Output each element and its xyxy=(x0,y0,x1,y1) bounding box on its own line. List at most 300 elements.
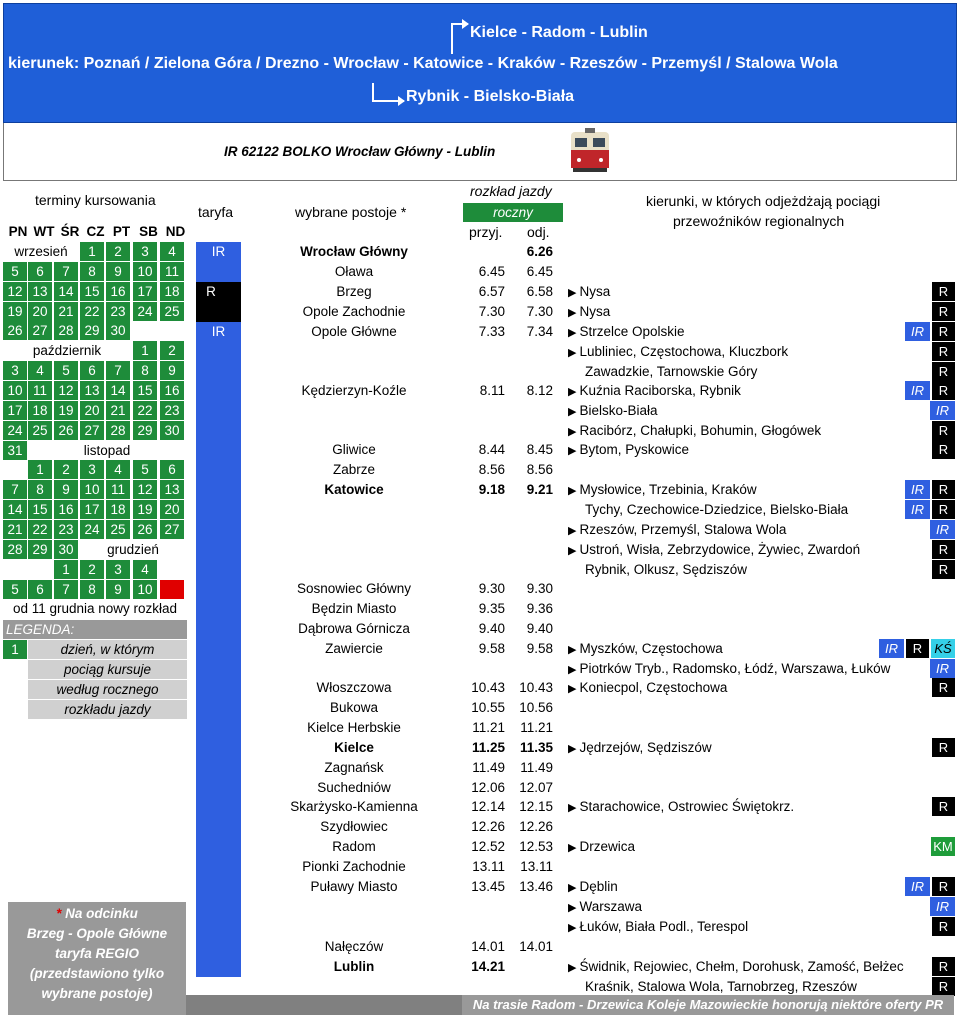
station-name: Oława xyxy=(334,264,374,279)
direction-text: Bytom, Pyskowice xyxy=(579,442,690,457)
arrow-right-icon: ▶ xyxy=(568,525,580,537)
arrival-time: 9.30 xyxy=(478,581,505,596)
calendar-day: 27 xyxy=(80,421,104,440)
station-name: Kędzierzyn-Koźle xyxy=(301,383,407,398)
header-przyj: przyj. xyxy=(469,224,503,240)
calendar-day: 12 xyxy=(133,480,157,499)
departure-time: 11.21 xyxy=(520,720,553,735)
arrival-time: 10.43 xyxy=(471,680,505,695)
tariff-ir-band-2 xyxy=(196,322,241,977)
calendar-month-label: październik xyxy=(3,341,131,360)
weekday-0: PN xyxy=(8,224,28,239)
carrier-badge-r: R xyxy=(932,421,955,440)
calendar-day: 10 xyxy=(80,480,104,499)
carrier-badge-r: R xyxy=(906,639,929,658)
arrival-time: 8.11 xyxy=(479,383,505,398)
direction-text: Myszków, Częstochowa xyxy=(579,641,723,656)
legend-text-1: dzień, w którym xyxy=(28,640,187,659)
calendar-day: 14 xyxy=(54,282,78,301)
departure-time: 7.34 xyxy=(526,324,553,339)
header-terminy: terminy kursowania xyxy=(35,192,156,208)
departure-time: 13.46 xyxy=(519,879,553,894)
departure-time: 9.58 xyxy=(526,641,553,656)
calendar-day: 1 xyxy=(28,460,52,479)
departure-time: 14.01 xyxy=(519,939,553,954)
departure-time: 11.35 xyxy=(519,740,553,755)
arrow-right-icon: ▶ xyxy=(568,327,580,339)
departure-time: 8.45 xyxy=(526,442,553,457)
arrival-time: 6.57 xyxy=(478,284,505,299)
calendar-day: 8 xyxy=(80,580,104,599)
connection-direction xyxy=(568,678,727,697)
calendar-day: 25 xyxy=(106,520,130,539)
calendar-day: 2 xyxy=(106,242,130,261)
weekday-2: ŚR xyxy=(60,224,80,239)
calendar-day: 5 xyxy=(3,262,27,281)
calendar-day: 4 xyxy=(160,242,184,261)
calendar-day: 24 xyxy=(80,520,104,539)
station-name: Katowice xyxy=(324,482,384,497)
train-title: IR 62122 BOLKO Wrocław Główny - Lublin xyxy=(224,144,496,159)
calendar-day: 9 xyxy=(106,580,130,599)
calendar-day: 3 xyxy=(133,242,157,261)
calendar-day: 3 xyxy=(80,460,104,479)
station-name: Skarżysko-Kamienna xyxy=(290,799,418,814)
calendar-day: 6 xyxy=(160,460,184,479)
connection-direction xyxy=(568,560,747,579)
calendar-day: 15 xyxy=(133,381,157,400)
arrow-right-icon: ▶ xyxy=(568,307,580,319)
connection-direction xyxy=(568,440,689,459)
departure-time: 12.53 xyxy=(519,839,553,854)
calendar-day: 12 xyxy=(54,381,78,400)
carrier-badge-r: R xyxy=(932,678,955,697)
carrier-badge-r: R xyxy=(932,977,955,996)
calendar-day: 23 xyxy=(106,302,130,321)
arrow-right-icon: ▶ xyxy=(568,445,580,457)
calendar-day: 30 xyxy=(54,540,78,559)
direction-text: Nysa xyxy=(579,304,611,319)
weekday-6: ND xyxy=(165,224,186,239)
calendar-day: 9 xyxy=(54,480,78,499)
calendar-day: 27 xyxy=(160,520,184,539)
legend-text-2: pociąg kursuje xyxy=(28,660,187,679)
connection-direction xyxy=(568,837,635,856)
calendar-day: 9 xyxy=(106,262,130,281)
station-name: Sosnowiec Główny xyxy=(296,581,412,596)
header-rozklad: rozkład jazdy xyxy=(470,183,552,199)
calendar-month-label: wrzesień xyxy=(3,242,79,261)
arrival-time: 9.40 xyxy=(478,621,505,636)
departure-time: 10.56 xyxy=(519,700,553,715)
calendar-day: 15 xyxy=(28,500,52,519)
station-name: Kielce xyxy=(334,740,374,755)
carrier-badge-r: R xyxy=(932,302,955,321)
arrival-time: 9.35 xyxy=(478,601,505,616)
direction-text: Jędrzejów, Sędziszów xyxy=(579,740,712,755)
station-name: Zabrze xyxy=(332,462,376,477)
calendar-day: 11 xyxy=(160,262,184,281)
arrival-time: 14.01 xyxy=(471,939,505,954)
calendar-day: 11 xyxy=(106,480,130,499)
arrival-time: 7.30 xyxy=(478,304,505,319)
connection-direction xyxy=(568,639,723,658)
footer-band xyxy=(186,995,462,1015)
arrival-time: 12.14 xyxy=(471,799,505,814)
calendar-day: 16 xyxy=(54,500,78,519)
carrier-badge-ir: IR xyxy=(930,401,955,420)
carrier-badge-r: R xyxy=(932,917,955,936)
carrier-badge-r: R xyxy=(932,362,955,381)
station-name: Bukowa xyxy=(329,700,379,715)
calendar-day: 7 xyxy=(106,361,130,380)
arrow-right-icon: ▶ xyxy=(568,545,580,557)
departure-time: 9.36 xyxy=(526,601,553,616)
departure-time: 12.07 xyxy=(519,780,553,795)
station-name: Puławy Miasto xyxy=(310,879,398,894)
departure-time: 13.11 xyxy=(520,859,553,874)
calendar-day: 1 xyxy=(54,560,78,579)
carrier-badge-r: R xyxy=(932,560,955,579)
departure-time: 12.15 xyxy=(519,799,553,814)
carrier-badge-r: R xyxy=(932,322,955,341)
carrier-badge-kś: KŚ xyxy=(931,639,955,658)
legend-text-4: rozkładu jazdy xyxy=(28,700,187,719)
carrier-badge-r: R xyxy=(932,342,955,361)
departure-time: 9.30 xyxy=(526,581,553,596)
departure-time: 8.56 xyxy=(526,462,553,477)
calendar-day: 5 xyxy=(3,580,27,599)
carrier-badge-r: R xyxy=(932,957,955,976)
calendar-day: 5 xyxy=(133,460,157,479)
calendar-day: 3 xyxy=(3,361,27,380)
connection-direction xyxy=(568,282,610,301)
direction-text: Drzewica xyxy=(579,839,636,854)
legend-text-3: według rocznego xyxy=(28,680,187,699)
arrow-right-icon: ▶ xyxy=(568,426,580,438)
arrow-right-icon: ▶ xyxy=(568,902,580,914)
departure-time: 9.21 xyxy=(526,482,553,497)
calendar-day: 10 xyxy=(133,262,157,281)
calendar-day: 28 xyxy=(54,321,78,340)
direction-text: Lubliniec, Częstochowa, Kluczbork xyxy=(579,344,789,359)
connection-direction xyxy=(568,540,860,559)
carrier-badge-r: R xyxy=(932,381,955,400)
calendar-day: 12 xyxy=(3,282,27,301)
carrier-badge-ir: IR xyxy=(930,897,955,916)
calendar-day: 30 xyxy=(106,321,130,340)
weekday-3: CZ xyxy=(86,224,105,239)
station-name: Nałęczów xyxy=(324,939,384,954)
calendar-day: 26 xyxy=(3,321,27,340)
calendar-day: 10 xyxy=(3,381,27,400)
station-name: Brzeg xyxy=(336,284,372,299)
connection-direction xyxy=(568,421,821,440)
station-name: Radom xyxy=(332,839,376,854)
calendar-month-label: grudzień xyxy=(80,540,186,559)
calendar-day: 1 xyxy=(133,341,157,360)
calendar-day: 24 xyxy=(133,302,157,321)
calendar-day: 11 xyxy=(28,381,52,400)
arrival-time: 8.44 xyxy=(478,442,505,457)
station-name: Lublin xyxy=(333,959,375,974)
calendar-day: 23 xyxy=(54,520,78,539)
station-name: Opole Główne xyxy=(311,324,397,339)
header-odj: odj. xyxy=(527,224,550,240)
direction-text: Warszawa xyxy=(579,899,643,914)
calendar-day: 27 xyxy=(28,321,52,340)
arrival-time: 11.25 xyxy=(471,740,505,755)
direction-text: Dęblin xyxy=(579,879,618,894)
tariff-note: * Na odcinku Brzeg - Opole Główne taryfa REGIO (przedstawiono tylko wybrane postoje) xyxy=(8,902,186,1015)
calendar-day: 22 xyxy=(28,520,52,539)
weekday-4: PT xyxy=(112,224,131,239)
calendar-day: 31 xyxy=(3,441,27,460)
station-name: Gliwice xyxy=(332,442,376,457)
arrival-time: 10.55 xyxy=(471,700,505,715)
connection-direction xyxy=(568,500,848,519)
arrival-time: 12.52 xyxy=(471,839,505,854)
calendar-day: 5 xyxy=(54,361,78,380)
calendar-day: 17 xyxy=(133,282,157,301)
legend-sample-day: 1 xyxy=(3,640,27,659)
calendar-day: 8 xyxy=(28,480,52,499)
arrow-right-icon: ▶ xyxy=(568,882,580,894)
route-header xyxy=(3,3,957,123)
carrier-badge-ir: IR xyxy=(905,322,930,341)
calendar-day: 21 xyxy=(54,302,78,321)
calendar-day: 15 xyxy=(80,282,104,301)
arrow-right-icon: ▶ xyxy=(568,347,580,359)
connection-direction xyxy=(568,302,610,321)
calendar-day: 6 xyxy=(28,262,52,281)
direction-text: Koniecpol, Częstochowa xyxy=(579,680,728,695)
calendar-month-label: listopad xyxy=(28,441,186,460)
calendar-day: 8 xyxy=(80,262,104,281)
header-przewoznicy: przewoźników regionalnych xyxy=(673,213,845,229)
connection-direction xyxy=(568,362,757,381)
station-name: Będzin Miasto xyxy=(311,601,397,616)
direction-text: Mysłowice, Trzebinia, Kraków xyxy=(579,482,757,497)
connection-direction xyxy=(568,877,618,896)
carrier-badge-ir: IR xyxy=(930,520,955,539)
calendar-day: 18 xyxy=(160,282,184,301)
arrival-time: 11.49 xyxy=(472,760,505,775)
direction-text: Strzelce Opolskie xyxy=(579,324,685,339)
calendar-day: 3 xyxy=(106,560,130,579)
calendar-day: 18 xyxy=(106,500,130,519)
calendar-day: 14 xyxy=(106,381,130,400)
train-icon xyxy=(567,126,613,173)
calendar-day: 28 xyxy=(3,540,27,559)
arrow-right-icon: ▶ xyxy=(568,802,580,814)
direction-text: Starachowice, Ostrowiec Świętokrz. xyxy=(579,799,795,814)
arrow-right-icon: ▶ xyxy=(568,644,580,656)
departure-time: 10.43 xyxy=(519,680,553,695)
arrival-time: 12.06 xyxy=(471,780,505,795)
departure-time: 7.30 xyxy=(526,304,553,319)
calendar-day: 8 xyxy=(133,361,157,380)
departure-time: 6.45 xyxy=(526,264,553,279)
direction-text: Rzeszów, Przemyśl, Stalowa Wola xyxy=(579,522,787,537)
arrow-right-icon: ▶ xyxy=(568,743,580,755)
calendar-day: 4 xyxy=(28,361,52,380)
arrow-right-icon: ▶ xyxy=(568,842,580,854)
footer-note: Na trasie Radom - Drzewica Koleje Mazowieckie honorują niektóre oferty PR xyxy=(462,995,954,1015)
direction-text: Kuźnia Raciborska, Rybnik xyxy=(579,383,741,398)
branch-arrow-up-icon xyxy=(451,23,468,54)
calendar-day: 14 xyxy=(3,500,27,519)
calendar-day: 6 xyxy=(80,361,104,380)
station-name: Wrocław Główny xyxy=(300,244,408,259)
tariff-ir-label-2: IR xyxy=(211,324,226,339)
train-info xyxy=(3,123,957,181)
connection-direction xyxy=(568,897,642,916)
arrow-right-icon: ▶ xyxy=(568,287,580,299)
calendar-day: 7 xyxy=(54,580,78,599)
carrier-badge-r: R xyxy=(932,797,955,816)
arrow-right-icon: ▶ xyxy=(568,406,580,418)
arrival-time: 14.21 xyxy=(471,959,505,974)
branch-route-kielce: Kielce - Radom - Lublin xyxy=(470,24,648,41)
arrival-time: 13.45 xyxy=(471,879,505,894)
calendar-day: 22 xyxy=(80,302,104,321)
calendar-day: 13 xyxy=(160,480,184,499)
connection-direction xyxy=(568,401,658,420)
connection-direction xyxy=(568,797,794,816)
connection-direction xyxy=(568,322,685,341)
departure-time: 6.26 xyxy=(526,244,553,259)
departure-time: 12.26 xyxy=(519,819,553,834)
calendar-day xyxy=(160,580,184,599)
station-name: Zagnańsk xyxy=(324,760,384,775)
departure-time: 8.12 xyxy=(526,383,553,398)
station-name: Kielce Herbskie xyxy=(307,720,401,735)
calendar-day: 4 xyxy=(106,460,130,479)
header-stops: wybrane postoje * xyxy=(295,204,407,220)
calendar-day: 19 xyxy=(133,500,157,519)
arrow-right-icon: ▶ xyxy=(568,664,580,676)
direction-text: Łuków, Biała Podl., Terespol xyxy=(579,919,749,934)
carrier-badge-r: R xyxy=(932,877,955,896)
connection-direction xyxy=(568,342,788,361)
direction-text: Ustroń, Wisła, Zebrzydowice, Żywiec, Zwardoń xyxy=(579,542,861,557)
arrow-right-icon: ▶ xyxy=(568,683,580,695)
calendar-day: 25 xyxy=(28,421,52,440)
carrier-badge-r: R xyxy=(932,500,955,519)
arrow-right-icon: ▶ xyxy=(568,386,580,398)
calendar-day: 17 xyxy=(80,500,104,519)
station-name: Dąbrowa Górnicza xyxy=(298,621,410,636)
calendar-day: 13 xyxy=(28,282,52,301)
calendar-day: 9 xyxy=(160,361,184,380)
connection-direction xyxy=(568,738,712,757)
calendar-day: 13 xyxy=(80,381,104,400)
calendar-day: 19 xyxy=(54,401,78,420)
direction-text: Nysa xyxy=(579,284,611,299)
calendar-day: 28 xyxy=(106,421,130,440)
calendar-day: 2 xyxy=(160,341,184,360)
arrival-time: 6.45 xyxy=(478,264,505,279)
header-kierunki: kierunki, w których odjeżdżają pociągi xyxy=(646,193,881,209)
station-name: Szydłowiec xyxy=(320,819,388,834)
tariff-r-label: R xyxy=(206,284,216,299)
carrier-badge-ir: IR xyxy=(905,500,930,519)
carrier-badge-r: R xyxy=(932,440,955,459)
arrival-time: 13.11 xyxy=(472,859,505,874)
legend-title: LEGENDA: xyxy=(3,620,187,639)
calendar-day: 21 xyxy=(106,401,130,420)
station-name: Włoszczowa xyxy=(316,680,392,695)
calendar-day: 2 xyxy=(54,460,78,479)
carrier-badge-ir: IR xyxy=(905,381,930,400)
connection-direction xyxy=(568,381,741,400)
header-taryfa: taryfa xyxy=(198,204,234,220)
arrival-time: 7.33 xyxy=(478,324,505,339)
calendar-day: 30 xyxy=(160,421,184,440)
carrier-badge-r: R xyxy=(932,540,955,559)
calendar-day: 6 xyxy=(28,580,52,599)
calendar-day: 18 xyxy=(28,401,52,420)
calendar-day: 7 xyxy=(54,262,78,281)
calendar-day: 10 xyxy=(133,580,157,599)
carrier-badge-ir: IR xyxy=(930,659,955,678)
direction-text: Zawadzkie, Tarnowskie Góry xyxy=(585,364,758,379)
direction-text: Rybnik, Olkusz, Sędziszów xyxy=(585,562,748,577)
carrier-badge-ir: IR xyxy=(905,480,930,499)
arrival-time: 12.26 xyxy=(471,819,505,834)
arrival-time: 11.21 xyxy=(472,720,505,735)
arrival-time: 8.56 xyxy=(478,462,505,477)
carrier-badge-r: R xyxy=(932,738,955,757)
arrow-right-icon: ▶ xyxy=(568,962,580,974)
calendar-day: 2 xyxy=(80,560,104,579)
calendar-day: 16 xyxy=(160,381,184,400)
carrier-badge-ir: IR xyxy=(879,639,904,658)
calendar-day: 29 xyxy=(133,421,157,440)
weekday-1: WT xyxy=(33,224,55,239)
arrival-time: 9.58 xyxy=(478,641,505,656)
station-name: Pionki Zachodnie xyxy=(302,859,406,874)
connection-direction xyxy=(568,957,904,976)
connection-direction xyxy=(568,520,786,539)
calendar-day: 16 xyxy=(106,282,130,301)
branch-route-rybnik: Rybnik - Bielsko-Biała xyxy=(406,88,575,105)
direction-text: Piotrków Tryb., Radomsko, Łódź, Warszawa, Łuków xyxy=(579,661,891,676)
departure-time: 11.49 xyxy=(520,760,553,775)
direction-text: Bielsko-Biała xyxy=(579,403,658,418)
direction-text: Kraśnik, Stalowa Wola, Tarnobrzeg, Rzeszów xyxy=(585,979,857,994)
tariff-ir-label: IR xyxy=(211,244,226,259)
direction-text: Racibórz, Chałupki, Bohumin, Głogówek xyxy=(579,423,822,438)
connection-direction xyxy=(568,917,748,936)
calendar-day: 20 xyxy=(28,302,52,321)
carrier-badge-r: R xyxy=(932,480,955,499)
calendar-day: 26 xyxy=(54,421,78,440)
carrier-badge-r: R xyxy=(932,282,955,301)
arrow-right-icon: ▶ xyxy=(568,485,580,497)
calendar-day: 20 xyxy=(80,401,104,420)
calendar-day: 1 xyxy=(80,242,104,261)
calendar-day: 29 xyxy=(80,321,104,340)
direction-text: Świdnik, Rejowiec, Chełm, Dorohusk, Zamość, Bełżec xyxy=(579,959,904,974)
weekday-5: SB xyxy=(139,224,158,239)
branch-arrow-down-icon xyxy=(372,83,404,102)
station-name: Zawiercie xyxy=(325,641,383,656)
station-name: Opole Zachodnie xyxy=(302,304,406,319)
carrier-badge-km: KM xyxy=(931,837,955,856)
departure-time: 6.58 xyxy=(526,284,553,299)
